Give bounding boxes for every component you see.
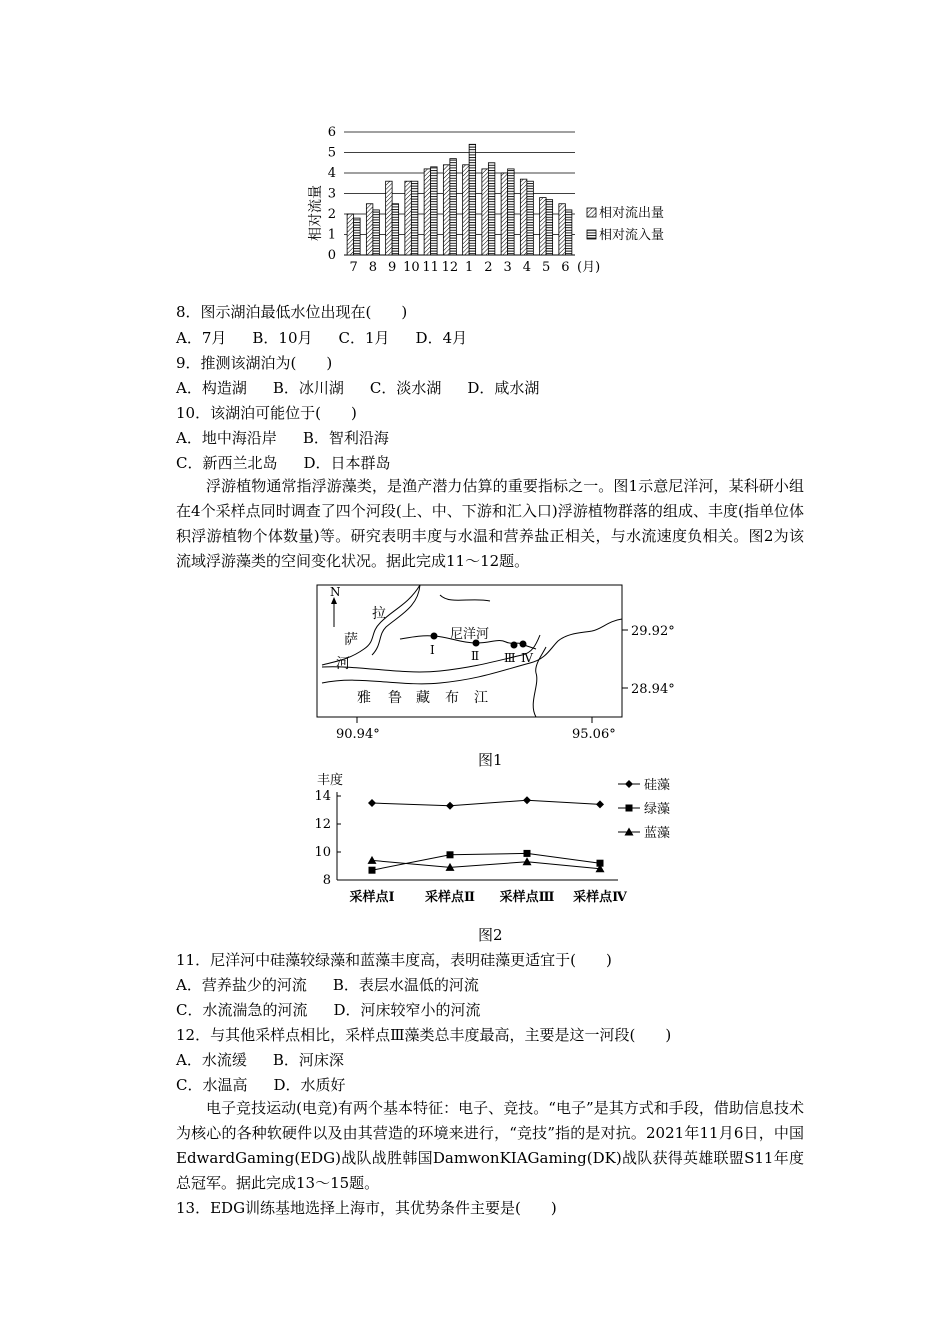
outflow-bar	[443, 165, 450, 255]
chart2-series-line	[372, 860, 600, 868]
label-yarlung-5: 江	[474, 690, 488, 706]
inflow-bar	[411, 181, 418, 255]
chart1-unit: (月)	[577, 260, 601, 275]
outflow-bar	[559, 204, 566, 255]
q10-option-c[interactable]: C．新西兰北岛	[176, 454, 278, 472]
outflow-bar	[501, 173, 508, 255]
q8-option-a[interactable]: A．7月	[176, 329, 227, 347]
abundance-chart	[300, 768, 700, 908]
q12-option-d[interactable]: D．水质好	[273, 1076, 346, 1094]
outflow-bar	[520, 179, 527, 255]
figure2-caption: 图2	[478, 926, 503, 944]
q9-option-d[interactable]: D．咸水湖	[467, 379, 540, 397]
chart2-point	[446, 802, 454, 810]
sample-point-1	[431, 633, 438, 640]
chart2-xtick: 采样点Ⅱ	[425, 890, 475, 905]
q12-option-c[interactable]: C．水温高	[176, 1076, 248, 1094]
chart2-xtick: 采样点Ⅳ	[573, 890, 627, 905]
chart1-xtick: 11	[422, 260, 439, 275]
lon-right: 95.06°	[572, 727, 616, 742]
q11-option-b[interactable]: B．表层水温低的河流	[332, 976, 479, 994]
upper-river	[440, 595, 490, 601]
q10-stem: 10．该湖泊可能位于( )	[176, 404, 357, 422]
chart2-xtick: 采样点Ⅰ	[349, 890, 395, 905]
chart2-point	[368, 799, 376, 807]
label-lhasa-3: 河	[336, 656, 350, 672]
chart2-xtick: 采样点Ⅲ	[499, 890, 555, 905]
q10-option-b[interactable]: B．智利沿海	[302, 429, 389, 447]
chart1-xtick: 10	[403, 260, 420, 275]
q8-options	[176, 328, 493, 348]
q12-option-b[interactable]: B．河床深	[272, 1051, 344, 1069]
q8-stem: 8．图示湖泊最低水位出现在( )	[176, 303, 408, 321]
chart1-xtick: 1	[464, 260, 474, 275]
legend-label: 绿藻	[644, 802, 671, 817]
q9-option-c[interactable]: C．淡水湖	[369, 379, 442, 397]
inflow-bar	[546, 200, 553, 255]
q8-option-c[interactable]: C．1月	[338, 329, 390, 347]
chart1-xtick: 2	[484, 260, 493, 275]
outflow-bar	[540, 198, 547, 255]
inflow-bar	[431, 167, 438, 255]
outflow-bar	[463, 165, 470, 255]
nyang-river-map	[300, 575, 690, 745]
figure1-caption: 图1	[478, 751, 503, 769]
point-label-4: Ⅳ	[521, 651, 533, 665]
chart2-point	[524, 850, 531, 857]
chart1-xtick: 8	[368, 260, 378, 275]
chart1-legend	[587, 205, 664, 243]
chart1-xtick: 5	[541, 260, 551, 275]
point-label-3: Ⅲ	[504, 651, 516, 665]
outflow-bar	[424, 169, 431, 255]
q12-stem: 12．与其他采样点相比，采样点Ⅲ藻类总丰度最高，主要是这一河段( )	[176, 1026, 672, 1044]
q10-options-row2	[176, 453, 417, 473]
chart1-ytick: 3	[327, 186, 336, 202]
inflow-bar	[354, 218, 361, 255]
outflow-bar	[366, 204, 373, 255]
point-label-2: Ⅱ	[471, 649, 480, 663]
q11-option-a[interactable]: A．营养盐少的河流	[176, 976, 307, 994]
label-yarlung-1: 雅	[357, 690, 371, 706]
legend-marker	[625, 780, 633, 788]
east-river	[533, 647, 546, 717]
chart2-series-line	[372, 800, 600, 806]
q9-option-b[interactable]: B．冰川湖	[272, 379, 344, 397]
q10-option-d[interactable]: D．日本群岛	[303, 454, 391, 472]
label-nyang-river: 尼洋河	[450, 627, 490, 642]
legend-marker	[626, 805, 633, 812]
sample-point-3	[511, 642, 518, 649]
chart2-point	[523, 796, 531, 804]
inflow-bar	[565, 210, 572, 255]
chart2-ytick: 8	[322, 873, 331, 888]
chart1-ytick: 5	[327, 145, 336, 161]
inflow-bar	[450, 159, 457, 255]
legend-inflow-swatch	[587, 230, 596, 239]
outflow-bar	[482, 169, 489, 255]
legend-inflow-label: 相对流入量	[599, 228, 665, 243]
inflow-bar	[469, 144, 476, 255]
q12-options-row1	[176, 1050, 370, 1070]
inflow-bar	[527, 181, 534, 255]
q12-option-a[interactable]: A．水流缓	[176, 1051, 247, 1069]
q13-stem: 13．EDG训练基地选择上海市，其优势条件主要是( )	[176, 1199, 557, 1217]
flow-chart	[300, 118, 690, 278]
q8-option-d[interactable]: D．4月	[415, 329, 468, 347]
q11-option-c[interactable]: C．水流湍急的河流	[176, 1001, 308, 1019]
inflow-bar	[508, 169, 515, 255]
chart2-point	[368, 856, 377, 864]
chart1-ytick: 0	[327, 248, 336, 263]
inflow-bar	[392, 204, 399, 255]
chart1-ytick: 1	[327, 227, 336, 243]
chart2-point	[596, 800, 604, 808]
q11-stem: 11．尼洋河中硅藻较绿藻和蓝藻丰度高，表明硅藻更适宜于( )	[176, 951, 612, 969]
passage-esports: 电子竞技运动(电竞)有两个基本特征：电子、竞技。“电子”是其方式和手段，借助信息技术为核心的各种软硬件以及由其营造的环境来进行，“竞技”指的是对抗。2021年11月6日，中国EdwardGaming(EDG)战队战胜韩国DamwonKIAGaming(DK)战队获得英雄联盟S11年度总冠军。据此完成13～15题。	[176, 1099, 804, 1192]
chart1-xtick: 3	[503, 260, 512, 275]
chart2-point	[447, 851, 454, 858]
legend-label: 硅藻	[644, 778, 671, 793]
q8-option-b[interactable]: B．10月	[252, 329, 313, 347]
q10-option-a[interactable]: A．地中海沿岸	[176, 429, 277, 447]
chart1-ytick: 6	[327, 125, 336, 140]
chart1-xtick: 7	[349, 260, 358, 275]
lon-left: 90.94°	[336, 727, 380, 742]
chart1-xtick: 12	[441, 260, 459, 275]
q10-options-row1	[176, 428, 415, 448]
chart1-xtick: 6	[561, 260, 570, 275]
lat-top: 29.92°	[631, 624, 675, 639]
point-label-1: I	[430, 643, 435, 657]
q11-option-d[interactable]: D．河床较窄小的河流	[333, 1001, 481, 1019]
q9-option-a[interactable]: A．构造湖	[176, 379, 247, 397]
north-label: N	[330, 585, 341, 599]
inflow-bar	[488, 163, 495, 255]
chart1-ytick: 4	[327, 166, 336, 181]
legend-outflow-swatch	[587, 208, 596, 217]
legend-label: 蓝藻	[644, 826, 671, 841]
chart2-ytick: 14	[314, 789, 331, 804]
lat-bottom: 28.94°	[631, 682, 675, 697]
q11-options-row1	[176, 975, 505, 995]
sample-point-4	[520, 641, 527, 648]
passage-plankton: 浮游植物通常指浮游藻类，是渔产潜力估算的重要指标之一。图1示意尼洋河，某科研小组在4个采样点同时调查了四个河段(上、中、下游和汇入口)浮游植物群落的组成、丰度(指单位体积浮游植物个体数量)等。研究表明丰度与水温和营养盐正相关，与水流速度负相关。图2为该流域浮游藻类的空间变化状况。据此完成11～12题。	[176, 477, 804, 570]
chart2-series-line	[372, 853, 600, 870]
legend-outflow-label: 相对流出量	[599, 206, 665, 221]
label-yarlung-2: 鲁	[388, 690, 402, 706]
q12-options-row2	[176, 1075, 372, 1095]
q9-options	[176, 378, 565, 398]
outflow-bar	[347, 214, 354, 255]
outflow-bar	[386, 181, 393, 255]
chart2-point	[523, 857, 532, 865]
chart1-xtick: 4	[522, 260, 532, 275]
label-lhasa-2: 萨	[344, 632, 358, 648]
chart2-ylabel: 丰度	[317, 773, 344, 788]
chart1-xtick: 9	[387, 260, 397, 275]
chart2-ytick: 12	[314, 817, 331, 832]
label-yarlung-3: 藏	[416, 690, 430, 706]
chart1-ytick: 2	[327, 207, 336, 222]
chart2-point	[369, 867, 376, 874]
label-lhasa-1: 拉	[372, 606, 386, 622]
chart1-ylabel: 相对流量	[308, 185, 324, 241]
label-yarlung-4: 布	[445, 690, 459, 706]
q11-options-row2	[176, 1000, 507, 1020]
outflow-bar	[405, 181, 412, 255]
inflow-bar	[373, 210, 380, 255]
chart2-ytick: 10	[314, 845, 331, 860]
q9-stem: 9．推测该湖泊为( )	[176, 354, 333, 372]
